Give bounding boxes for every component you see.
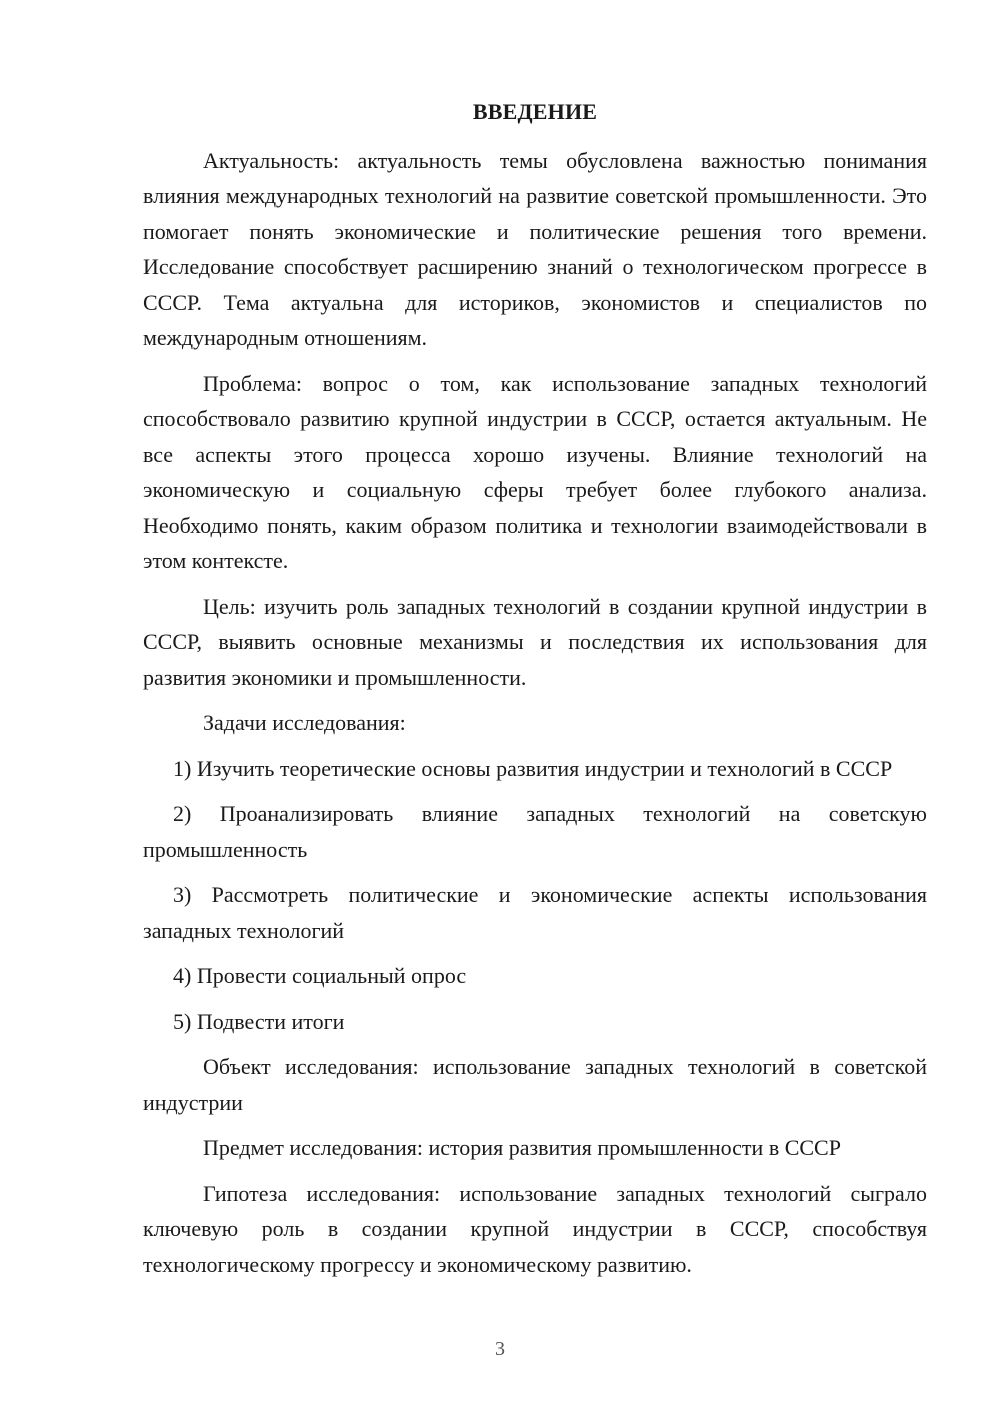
- page-content: [143, 94, 927, 1292]
- task-item: 4) Провести социальный опрос: [173, 963, 467, 988]
- tasks-heading: Задачи исследования:: [203, 710, 406, 735]
- task-item: 1) Изучить теоретические основы развития индустрии и технологий в СССР: [173, 755, 893, 781]
- paragraph-problem: Проблема: вопрос о том, как использование западных технологий способствовало развитию крупной индустрии в СССР, остается актуальным. Не все аспекты этого процесса хорошо изучены. Влияние технологий на экономическую и социальную сферы требует более глубокого анализа. Необходимо понять, каким образом политика и технологии взаимодействовали в этом контексте.: [143, 370, 927, 573]
- paragraph-goal: Цель: изучить роль западных технологий в создании крупной индустрии в СССР, выявить основные механизмы и последствия их использования для развития экономики и промышленности.: [143, 593, 927, 690]
- paragraph-subject: Предмет исследования: история развития промышленности в СССР: [203, 1135, 841, 1160]
- task-item: 5) Подвести итоги: [173, 1008, 345, 1034]
- task-item: 3) Рассмотреть политические и экономические аспекты использования западных технологий: [143, 882, 927, 943]
- paragraph-object: Объект исследования: использование западных технологий в советской индустрии: [143, 1054, 927, 1115]
- section-title: ВВЕДЕНИЕ: [472, 99, 598, 124]
- paragraph-hypothesis: Гипотеза исследования: использование западных технологий сыграло ключевую роль в создании крупной индустрии в СССР, способствуя технологическому прогрессу и экономическому развитию.: [143, 1180, 927, 1277]
- page-number: 3: [495, 1338, 505, 1360]
- task-item: 2) Проанализировать влияние западных технологий на советскую промышленность: [143, 801, 927, 862]
- paragraph-relevance: Актуальность: актуальность темы обусловлена важностью понимания влияния международных технологий на развитие советской промышленности. Это помогает понять экономические и политические решения того времени. Исследование способствует расширению знаний о технологическом прогрессе в СССР. Тема актуальна для историков, экономистов и специалистов по международным отношениям.: [143, 147, 927, 350]
